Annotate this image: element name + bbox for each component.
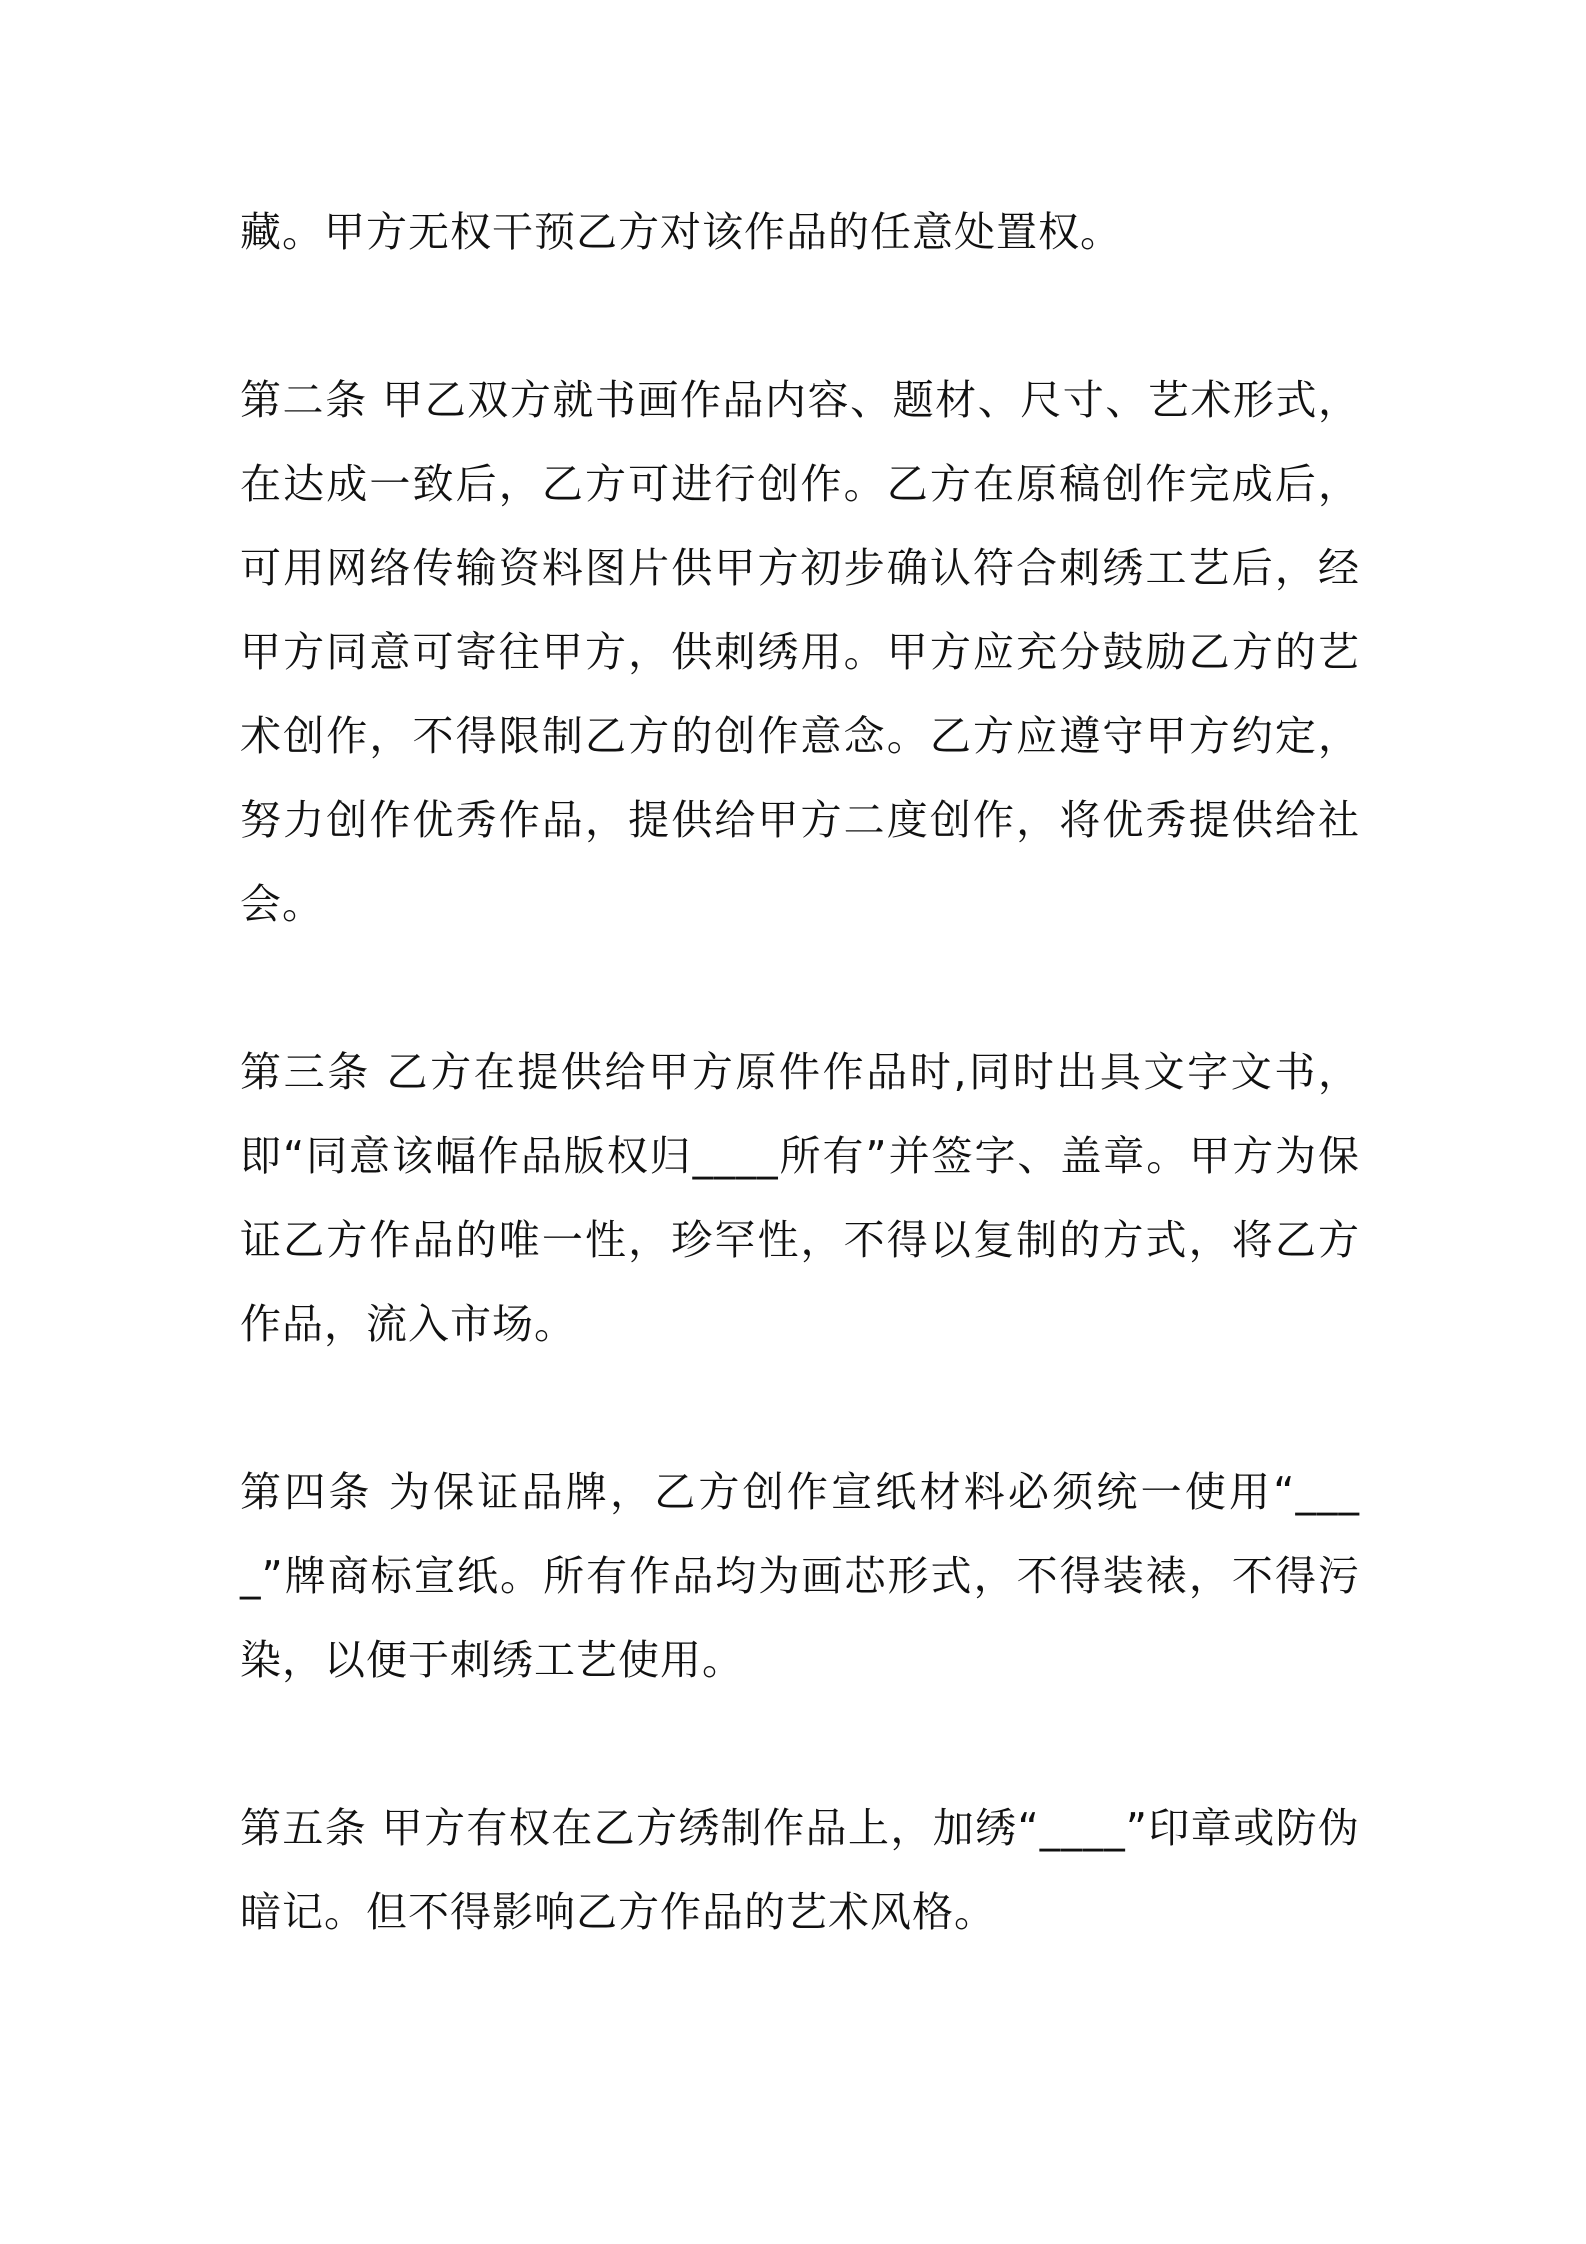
article-2: 第二条 甲乙双方就书画作品内容、题材、尺寸、艺术形式，在达成一致后，乙方可进行创作。乙方在原稿创作完成后，可用网络传输资料图片供甲方初步确认符合刺绣工艺后，经甲方同意可寄往甲方，供刺绣用。甲方应充分鼓励乙方的艺术创作，不得限制乙方的创作意念。乙方应遵守甲方约定，努力创作优秀作品，提供给甲方二度创作，将优秀提供给社会。	[240, 376, 1360, 928]
article-4: 第四条 为保证品牌，乙方创作宣纸材料必须统一使用“____”牌商标宣纸。所有作品均为画芯形式，不得装裱，不得污染，以便于刺绣工艺使用。	[240, 1468, 1360, 1684]
article-5: 第五条 甲方有权在乙方绣制作品上，加绣“____”印章或防伪暗记。但不得影响乙方作品的艺术风格。	[240, 1804, 1360, 1936]
contract-body	[240, 190, 1360, 1954]
paragraph-continuation: 藏。甲方无权干预乙方对该作品的任意处置权。	[240, 208, 1122, 256]
article-3: 第三条 乙方在提供给甲方原件作品时,同时出具文字文书，即“同意该幅作品版权归____所有”并签字、盖章。甲方为保证乙方作品的唯一性，珍罕性，不得以复制的方式，将乙方作品，流入市场。	[240, 1048, 1360, 1348]
